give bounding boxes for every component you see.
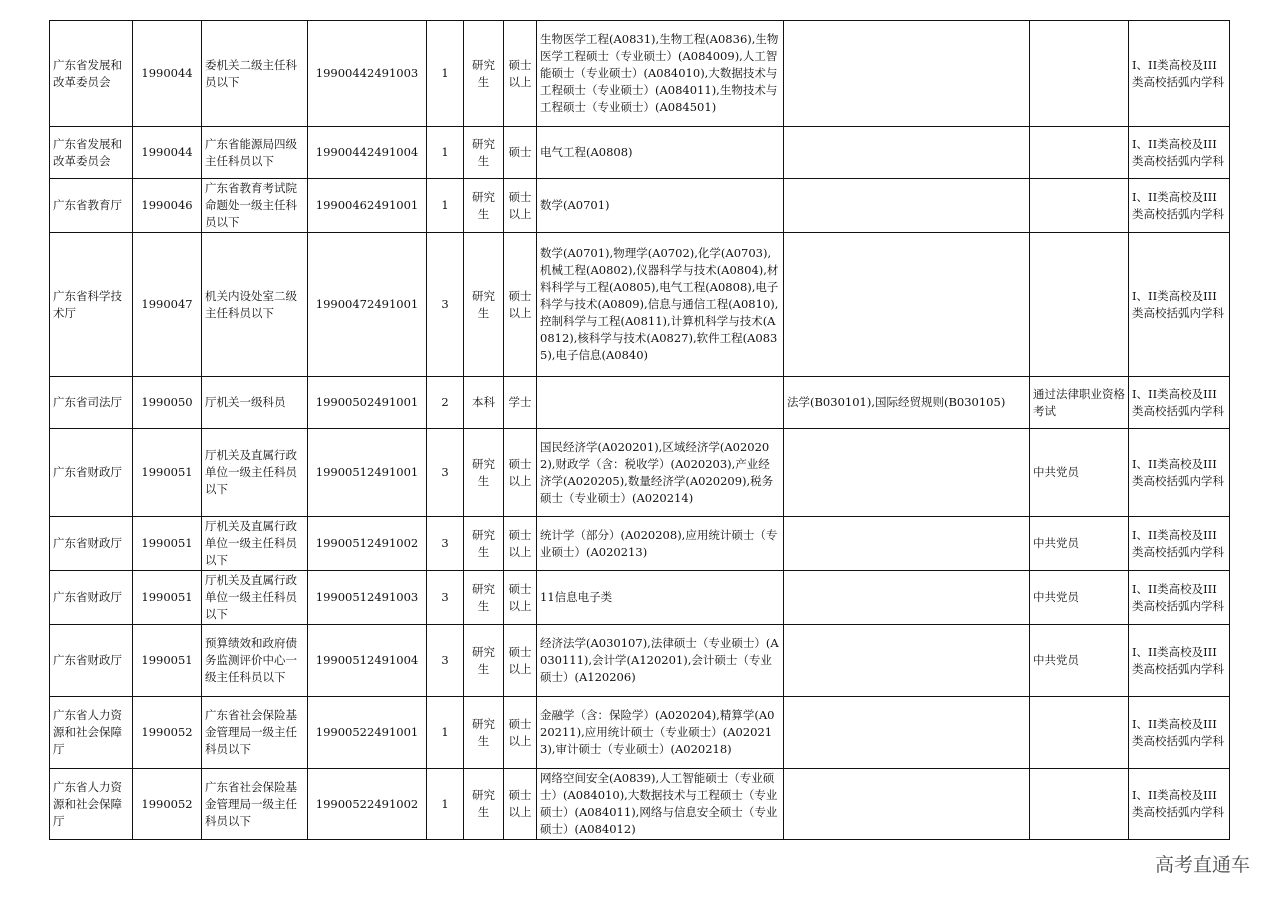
cell-major-ug <box>784 517 1030 571</box>
cell-education: 研究生 <box>464 625 504 697</box>
cell-degree: 硕士以上 <box>504 429 537 517</box>
cell-position: 厅机关及直属行政单位一级主任科员以下 <box>202 517 308 571</box>
cell-scope: I、II类高校及III类高校括弧内学科 <box>1129 233 1230 377</box>
cell-dept: 广东省财政厅 <box>50 625 133 697</box>
cell-degree: 硕士以上 <box>504 697 537 769</box>
cell-degree: 硕士以上 <box>504 769 537 840</box>
table-row <box>50 127 1230 179</box>
cell-dept-code: 1990047 <box>133 233 202 377</box>
cell-degree: 硕士以上 <box>504 517 537 571</box>
cell-dept-code: 1990051 <box>133 517 202 571</box>
cell-scope: I、II类高校及III类高校括弧内学科 <box>1129 625 1230 697</box>
cell-major-grad: 网络空间安全(A0839),人工智能硕士（专业硕士）(A084010),大数据技术与工程硕士（专业硕士）(A084011),网络与信息安全硕士（专业硕士）(A084012) <box>537 769 784 840</box>
cell-major-ug <box>784 127 1030 179</box>
cell-other: 通过法律职业资格考试 <box>1030 377 1129 429</box>
cell-degree: 硕士 <box>504 127 537 179</box>
cell-scope: I、II类高校及III类高校括弧内学科 <box>1129 769 1230 840</box>
cell-other: 中共党员 <box>1030 517 1129 571</box>
table-row <box>50 179 1230 233</box>
cell-position: 机关内设处室二级主任科员以下 <box>202 233 308 377</box>
cell-other <box>1030 697 1129 769</box>
cell-dept: 广东省发展和改革委员会 <box>50 21 133 127</box>
cell-other <box>1030 127 1129 179</box>
table-row <box>50 571 1230 625</box>
table-row <box>50 769 1230 840</box>
cell-major-grad <box>537 377 784 429</box>
cell-major-ug <box>784 571 1030 625</box>
cell-education: 研究生 <box>464 179 504 233</box>
cell-dept: 广东省财政厅 <box>50 517 133 571</box>
cell-dept: 广东省教育厅 <box>50 179 133 233</box>
cell-position-code: 19900522491002 <box>308 769 427 840</box>
cell-education: 研究生 <box>464 233 504 377</box>
cell-education: 研究生 <box>464 517 504 571</box>
cell-other <box>1030 179 1129 233</box>
cell-dept: 广东省司法厅 <box>50 377 133 429</box>
cell-scope: I、II类高校及III类高校括弧内学科 <box>1129 21 1230 127</box>
cell-dept: 广东省发展和改革委员会 <box>50 127 133 179</box>
cell-count: 3 <box>427 517 464 571</box>
table-row <box>50 517 1230 571</box>
cell-dept: 广东省人力资源和社会保障厅 <box>50 769 133 840</box>
cell-major-ug <box>784 697 1030 769</box>
cell-count: 3 <box>427 571 464 625</box>
cell-dept-code: 1990052 <box>133 697 202 769</box>
cell-position-code: 19900512491002 <box>308 517 427 571</box>
cell-major-ug <box>784 21 1030 127</box>
cell-count: 3 <box>427 625 464 697</box>
cell-major-grad: 电气工程(A0808) <box>537 127 784 179</box>
cell-position: 预算绩效和政府债务监测评价中心一级主任科员以下 <box>202 625 308 697</box>
cell-major-grad: 统计学（部分）(A020208),应用统计硕士（专业硕士）(A020213) <box>537 517 784 571</box>
cell-degree: 学士 <box>504 377 537 429</box>
cell-position-code: 19900442491004 <box>308 127 427 179</box>
cell-count: 1 <box>427 769 464 840</box>
cell-position: 厅机关及直属行政单位一级主任科员以下 <box>202 429 308 517</box>
cell-major-ug <box>784 233 1030 377</box>
cell-position: 广东省能源局四级主任科员以下 <box>202 127 308 179</box>
cell-education: 研究生 <box>464 21 504 127</box>
table-body <box>50 21 1230 840</box>
cell-other: 中共党员 <box>1030 571 1129 625</box>
cell-count: 1 <box>427 127 464 179</box>
cell-position: 委机关二级主任科员以下 <box>202 21 308 127</box>
cell-other: 中共党员 <box>1030 429 1129 517</box>
cell-dept-code: 1990052 <box>133 769 202 840</box>
table-row <box>50 429 1230 517</box>
watermark-text: 高考直通车 <box>1154 854 1250 876</box>
cell-dept-code: 1990051 <box>133 625 202 697</box>
table-row <box>50 697 1230 769</box>
cell-education: 研究生 <box>464 429 504 517</box>
table-row <box>50 21 1230 127</box>
cell-position: 厅机关一级科员 <box>202 377 308 429</box>
cell-dept-code: 1990051 <box>133 571 202 625</box>
cell-degree: 硕士以上 <box>504 233 537 377</box>
cell-degree: 硕士以上 <box>504 179 537 233</box>
cell-degree: 硕士以上 <box>504 625 537 697</box>
cell-major-ug <box>784 769 1030 840</box>
cell-position: 广东省社会保险基金管理局一级主任科员以下 <box>202 697 308 769</box>
cell-count: 2 <box>427 377 464 429</box>
cell-education: 研究生 <box>464 571 504 625</box>
cell-scope: I、II类高校及III类高校括弧内学科 <box>1129 697 1230 769</box>
cell-count: 1 <box>427 179 464 233</box>
cell-other: 中共党员 <box>1030 625 1129 697</box>
cell-position-code: 19900442491003 <box>308 21 427 127</box>
cell-dept: 广东省财政厅 <box>50 571 133 625</box>
cell-major-grad: 生物医学工程(A0831),生物工程(A0836),生物医学工程硕士（专业硕士）(A084009),人工智能硕士（专业硕士）(A084010),大数据技术与工程硕士（专业硕士）(A084011),生物技术与工程硕士（专业硕士）(A084501) <box>537 21 784 127</box>
cell-dept-code: 1990046 <box>133 179 202 233</box>
cell-major-grad: 经济法学(A030107),法律硕士（专业硕士）(A030111),会计学(A120201),会计硕士（专业硕士）(A120206) <box>537 625 784 697</box>
cell-major-ug: 法学(B030101),国际经贸规则(B030105) <box>784 377 1030 429</box>
table-row <box>50 377 1230 429</box>
cell-position-code: 19900462491001 <box>308 179 427 233</box>
cell-position-code: 19900512491001 <box>308 429 427 517</box>
cell-major-ug <box>784 179 1030 233</box>
cell-position: 广东省社会保险基金管理局一级主任科员以下 <box>202 769 308 840</box>
cell-position-code: 19900512491004 <box>308 625 427 697</box>
cell-major-grad: 金融学（含：保险学）(A020204),精算学(A020211),应用统计硕士（专业硕士）(A020213),审计硕士（专业硕士）(A020218) <box>537 697 784 769</box>
cell-scope: I、II类高校及III类高校括弧内学科 <box>1129 127 1230 179</box>
cell-count: 1 <box>427 21 464 127</box>
cell-dept-code: 1990044 <box>133 127 202 179</box>
cell-other <box>1030 769 1129 840</box>
cell-position: 广东省教育考试院命题处一级主任科员以下 <box>202 179 308 233</box>
cell-scope: I、II类高校及III类高校括弧内学科 <box>1129 179 1230 233</box>
cell-position-code: 19900472491001 <box>308 233 427 377</box>
cell-scope: I、II类高校及III类高校括弧内学科 <box>1129 517 1230 571</box>
cell-education: 研究生 <box>464 697 504 769</box>
cell-major-grad: 国民经济学(A020201),区域经济学(A020202),财政学（含：税收学）(A020203),产业经济学(A020205),数量经济学(A020209),税务硕士（专业硕士）(A020214) <box>537 429 784 517</box>
cell-other <box>1030 233 1129 377</box>
cell-education: 研究生 <box>464 769 504 840</box>
cell-count: 1 <box>427 697 464 769</box>
cell-scope: I、II类高校及III类高校括弧内学科 <box>1129 429 1230 517</box>
cell-degree: 硕士以上 <box>504 571 537 625</box>
cell-dept-code: 1990051 <box>133 429 202 517</box>
cell-major-ug <box>784 429 1030 517</box>
cell-dept: 广东省财政厅 <box>50 429 133 517</box>
cell-scope: I、II类高校及III类高校括弧内学科 <box>1129 571 1230 625</box>
cell-count: 3 <box>427 429 464 517</box>
cell-position-code: 19900502491001 <box>308 377 427 429</box>
cell-major-ug <box>784 625 1030 697</box>
cell-position-code: 19900522491001 <box>308 697 427 769</box>
cell-degree: 硕士以上 <box>504 21 537 127</box>
cell-scope: I、II类高校及III类高校括弧内学科 <box>1129 377 1230 429</box>
cell-dept: 广东省科学技术厅 <box>50 233 133 377</box>
position-table <box>49 20 1230 840</box>
cell-major-grad: 数学(A0701),物理学(A0702),化学(A0703),机械工程(A0802),仪器科学与技术(A0804),材料科学与工程(A0805),电气工程(A0808),电子科学与技术(A0809),信息与通信工程(A0810),控制科学与工程(A0811),计算机科学与技术(A0812),核科学与技术(A0827),软件工程(A0835),电子信息(A0840) <box>537 233 784 377</box>
cell-position: 厅机关及直属行政单位一级主任科员以下 <box>202 571 308 625</box>
cell-dept-code: 1990050 <box>133 377 202 429</box>
cell-count: 3 <box>427 233 464 377</box>
cell-dept-code: 1990044 <box>133 21 202 127</box>
cell-position-code: 19900512491003 <box>308 571 427 625</box>
cell-dept: 广东省人力资源和社会保障厅 <box>50 697 133 769</box>
table-row <box>50 625 1230 697</box>
cell-education: 本科 <box>464 377 504 429</box>
cell-education: 研究生 <box>464 127 504 179</box>
cell-major-grad: 数学(A0701) <box>537 179 784 233</box>
table-row <box>50 233 1230 377</box>
cell-major-grad: 11信息电子类 <box>537 571 784 625</box>
cell-other <box>1030 21 1129 127</box>
